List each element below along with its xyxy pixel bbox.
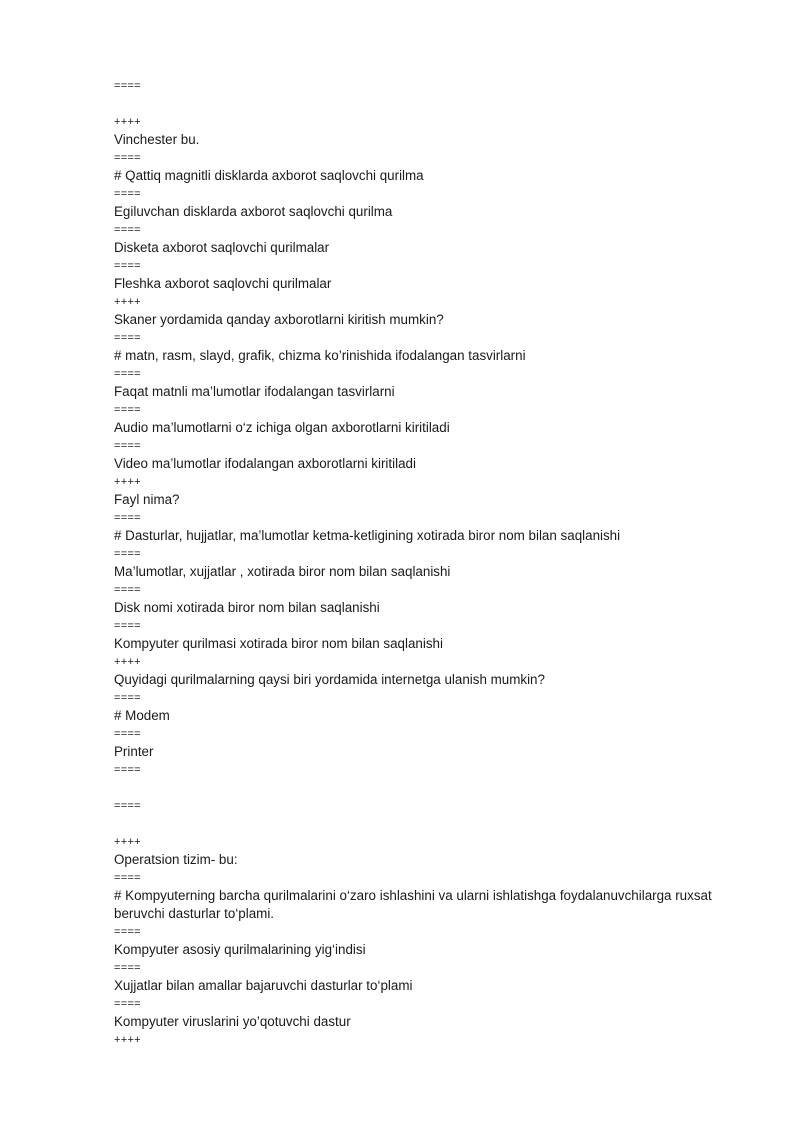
text-line: Video ma’lumotlar ifodalangan axborotlarni kiritiladi [114,456,416,471]
separator-line: ==== [114,692,141,704]
text-line [114,815,734,833]
document-body [114,77,734,1049]
separator-line: ==== [114,872,141,884]
text-line: Ma’lumotlar, xujjatlar , xotirada biror nom bilan saqlanishi [114,564,451,579]
text-line: Kompyuter qurilmasi xotirada biror nom bilan saqlanishi [114,636,443,651]
text-line: Quyidagi qurilmalarning qaysi biri yordamida internetga ulanish mumkin? [114,672,545,687]
text-line: # Dasturlar, hujjatlar, ma’lumotlar ketma-ketligining xotirada biror nom bilan saqlanishi [114,528,621,543]
separator-line: ==== [114,404,141,416]
separator-line: ==== [114,962,141,974]
separator-line: ==== [114,998,141,1010]
text-line: Operatsion tizim- bu: [114,852,238,867]
separator-line: ==== [114,224,141,236]
text-line: Audio ma’lumotlarni o‘z ichiga olgan axborotlarni kiritiladi [114,420,450,435]
text-line: Vinchester bu. [114,132,200,147]
text-line: Kompyuter viruslarini yo’qotuvchi dastur [114,1014,351,1029]
separator-line: ++++ [114,296,141,308]
text-line: Disk nomi xotirada biror nom bilan saqlanishi [114,600,380,615]
text-line: Fayl nima? [114,492,180,507]
separator-line: ==== [114,584,141,596]
text-line: Xujjatlar bilan amallar bajaruvchi dasturlar to‘plami [114,978,413,993]
text-line: # Qattiq magnitli disklarda axborot saqlovchi qurilma [114,168,424,183]
separator-line: ==== [114,80,141,92]
separator-line: ==== [114,440,141,452]
text-line: Faqat matnli ma’lumotlar ifodalangan tasvirlarni [114,384,395,399]
separator-line: ++++ [114,476,141,488]
text-line: Fleshka axborot saqlovchi qurilmalar [114,276,332,291]
separator-line: ==== [114,548,141,560]
separator-line: ==== [114,764,141,776]
separator-line: ++++ [114,836,141,848]
text-line: Disketa axborot saqlovchi qurilmalar [114,240,330,255]
text-line: Kompyuter asosiy qurilmalarining yig‘indisi [114,942,366,957]
text-line: # matn, rasm, slayd, grafik, chizma ko’rinishida ifodalangan tasvirlarni [114,348,526,363]
separator-line: ==== [114,188,141,200]
separator-line: ++++ [114,1034,141,1046]
separator-line: ==== [114,800,141,812]
separator-line: ==== [114,260,141,272]
text-line: # Kompyuterning barcha qurilmalarini o‘zaro ishlashini va ularni ishlatishga foydalanuvchilarga ruxsat beruvchi dasturlar to‘plami. [114,888,716,921]
text-line [114,95,734,113]
separator-line: ++++ [114,116,141,128]
text-line: # Modem [114,708,170,723]
separator-line: ==== [114,152,141,164]
separator-line: ==== [114,728,141,740]
separator-line: ==== [114,512,141,524]
text-line: Printer [114,744,154,759]
text-line: Egiluvchan disklarda axborot saqlovchi qurilma [114,204,393,219]
text-line: Skaner yordamida qanday axborotlarni kiritish mumkin? [114,312,444,327]
text-line [114,779,734,797]
separator-line: ++++ [114,656,141,668]
separator-line: ==== [114,620,141,632]
separator-line: ==== [114,332,141,344]
separator-line: ==== [114,368,141,380]
separator-line: ==== [114,926,141,938]
